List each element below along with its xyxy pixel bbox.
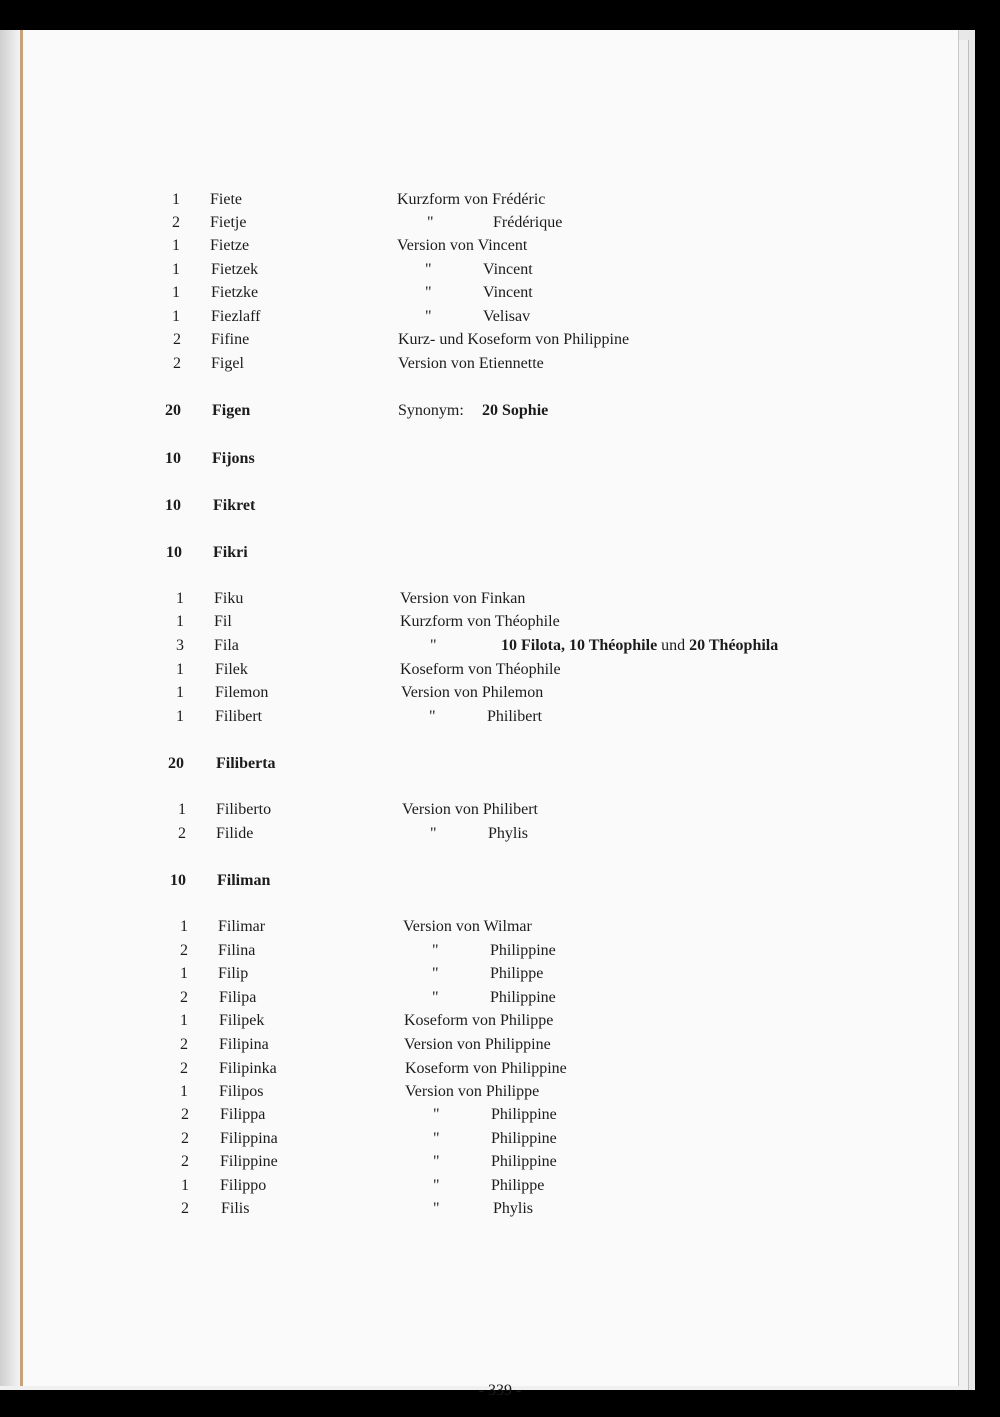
entry-count: 2 (181, 1153, 189, 1170)
list-item (0, 1197, 900, 1221)
list-item (0, 915, 900, 939)
entry-target: Philippine (491, 1130, 557, 1147)
entry-name: Fiete (210, 191, 242, 208)
entry-name: Filide (216, 825, 254, 842)
entry-target: Vincent (483, 284, 533, 301)
list-item (0, 305, 900, 329)
entry-count: 2 (180, 1060, 188, 1077)
list-item (0, 328, 900, 352)
entry-count: 10 (166, 544, 182, 561)
ditto-mark: " (429, 708, 436, 725)
entry-name: Filemon (215, 684, 269, 701)
entry-count: 1 (172, 284, 180, 301)
entry-description: Kurz- und Koseform von Philippine (398, 331, 630, 348)
entry-count: 1 (180, 1083, 188, 1100)
entry-count: 2 (181, 1200, 189, 1217)
list-item (0, 822, 900, 846)
ditto-mark: " (433, 1153, 440, 1170)
entry-count: 1 (176, 684, 184, 701)
list-item (0, 494, 900, 518)
entry-count: 20 (165, 402, 181, 419)
list-item (0, 281, 900, 305)
entry-name: Figel (211, 355, 244, 372)
entry-name: Filipinka (219, 1060, 277, 1077)
entry-target: Philippine (490, 942, 556, 959)
entry-name: Fietze (210, 237, 250, 254)
entry-description: Version von Philippe (405, 1083, 540, 1100)
entry-name: Filipek (219, 1012, 265, 1029)
ditto-mark: " (430, 637, 437, 654)
entry-name: Fila (214, 637, 239, 654)
list-item (0, 610, 900, 634)
entry-target: Frédérique (493, 214, 563, 231)
entry-name: Filipina (219, 1036, 269, 1053)
list-item (0, 1009, 900, 1033)
entry-target: 20 Sophie (482, 402, 549, 419)
entry-count: 1 (176, 708, 184, 725)
entry-name: Filippa (220, 1106, 266, 1123)
list-item (0, 188, 900, 212)
ditto-mark: " (432, 965, 439, 982)
entry-count: 10 (165, 450, 181, 467)
entry-target-part: 20 Théophila (689, 637, 779, 654)
entry-name: Fiku (214, 590, 244, 607)
list-item (0, 658, 900, 682)
entry-name: Filippina (220, 1130, 278, 1147)
entry-count: 1 (180, 965, 188, 982)
entry-target: Vincent (483, 261, 533, 278)
entry-name: Filip (218, 965, 249, 982)
list-item (0, 541, 900, 565)
entry-count: 1 (176, 661, 184, 678)
ditto-mark: " (425, 308, 432, 325)
entry-count: 10 (165, 497, 181, 514)
list-item (0, 634, 900, 658)
entry-description: Version von Philibert (402, 801, 538, 818)
ditto-mark: " (433, 1200, 440, 1217)
entry-count: 2 (178, 825, 186, 842)
ditto-mark: " (432, 942, 439, 959)
entry-description: Version von Vincent (397, 237, 528, 254)
entry-target: Velisav (483, 308, 531, 325)
list-item (0, 352, 900, 376)
entry-name: Fietzek (211, 261, 259, 278)
entry-target: Philippine (491, 1153, 557, 1170)
entry-target: Philippine (491, 1106, 557, 1123)
entry-name: Filipos (219, 1083, 264, 1100)
entry-count: 3 (176, 637, 184, 654)
list-item (0, 1150, 900, 1174)
entry-description: Koseform von Philippe (404, 1012, 554, 1029)
page-number: - 339 - (478, 1382, 522, 1399)
entry-count: 1 (172, 308, 180, 325)
entry-count: 1 (178, 801, 186, 818)
entry-name: Fikri (213, 544, 248, 561)
entry-target: Philippine (490, 989, 556, 1006)
entry-count: 10 (170, 872, 186, 889)
list-item (0, 1174, 900, 1198)
list-item (0, 234, 900, 258)
list-item (0, 705, 900, 729)
entry-name: Filippine (220, 1153, 278, 1170)
list-item (0, 962, 900, 986)
entry-count: 1 (180, 918, 188, 935)
document-page (0, 30, 959, 1399)
entry-count: 2 (172, 214, 180, 231)
entry-count: 1 (172, 237, 180, 254)
entry-name: Filipa (219, 989, 257, 1006)
entry-name: Filibert (215, 708, 263, 725)
entry-count: 1 (181, 1177, 189, 1194)
entry-count: 2 (173, 331, 181, 348)
list-item (0, 1103, 900, 1127)
entry-name: Filiberta (216, 755, 276, 772)
list-item (0, 681, 900, 705)
entry-description: Version von Finkan (400, 590, 526, 607)
entry-count: 20 (168, 755, 184, 772)
entry-count: 2 (180, 989, 188, 1006)
entry-name: Fil (214, 613, 232, 630)
ditto-mark: " (433, 1130, 440, 1147)
ditto-mark: " (433, 1177, 440, 1194)
list-item (0, 399, 900, 423)
entry-count: 2 (173, 355, 181, 372)
entry-target: Phylis (488, 825, 529, 842)
list-item (0, 1127, 900, 1151)
entry-description: Koseform von Théophile (400, 661, 561, 678)
entry-name: Fijons (212, 450, 255, 467)
list-item (0, 258, 900, 282)
entry-name: Filina (218, 942, 256, 959)
entry-count: 2 (180, 1036, 188, 1053)
entry-description: Synonym: (398, 402, 464, 419)
entry-name: Fikret (213, 497, 256, 514)
entry-count: 1 (180, 1012, 188, 1029)
entry-count: 1 (176, 613, 184, 630)
ditto-mark: " (425, 284, 432, 301)
ditto-mark: " (430, 825, 437, 842)
entry-name: Filek (215, 661, 248, 678)
entry-description: Version von Philemon (401, 684, 544, 701)
list-item (0, 869, 900, 893)
entry-count: 1 (176, 590, 184, 607)
entry-name: Filis (221, 1200, 250, 1217)
entry-count: 1 (172, 261, 180, 278)
entry-target: Philibert (487, 708, 543, 725)
entry-count: 2 (181, 1106, 189, 1123)
entry-name: Fietzke (211, 284, 259, 301)
list-item (0, 447, 900, 471)
list-item (0, 587, 900, 611)
entry-count: 2 (181, 1130, 189, 1147)
entry-description: Kurzform von Théophile (400, 613, 560, 630)
entry-description: Version von Philippine (404, 1036, 551, 1053)
entry-target: Phylis (493, 1200, 534, 1217)
list-item (0, 1057, 900, 1081)
entry-name: Figen (212, 402, 251, 419)
entry-count: 1 (172, 191, 180, 208)
entry-count: 2 (180, 942, 188, 959)
entry-target (501, 634, 778, 658)
entry-description: Version von Etiennette (398, 355, 544, 372)
entry-description: Koseform von Philippine (405, 1060, 567, 1077)
entry-name: Filiberto (216, 801, 272, 818)
list-item (0, 939, 900, 963)
entry-target: Philippe (491, 1177, 545, 1194)
ditto-mark: " (432, 989, 439, 1006)
list-item (0, 798, 900, 822)
entry-name: Filiman (217, 872, 271, 889)
list-item (0, 752, 900, 776)
ditto-mark: " (433, 1106, 440, 1123)
list-item (0, 1080, 900, 1104)
entry-target-part: 10 Filota, 10 Théophile (501, 637, 658, 654)
entry-name: Filippo (220, 1177, 267, 1194)
entry-name: Fifine (211, 331, 250, 348)
list-item (0, 1033, 900, 1057)
ditto-mark: " (425, 261, 432, 278)
list-item (0, 986, 900, 1010)
list-item (0, 211, 900, 235)
entry-description: Version von Wilmar (403, 918, 532, 935)
entry-name: Filimar (218, 918, 266, 935)
entry-target: Philippe (490, 965, 544, 982)
book-spine-edge (20, 30, 23, 1386)
entry-description: Kurzform von Frédéric (397, 191, 546, 208)
entry-name: Fiezlaff (211, 308, 261, 325)
entry-name: Fietje (210, 214, 247, 231)
entry-target-part: und (657, 637, 690, 654)
ditto-mark: " (427, 214, 434, 231)
